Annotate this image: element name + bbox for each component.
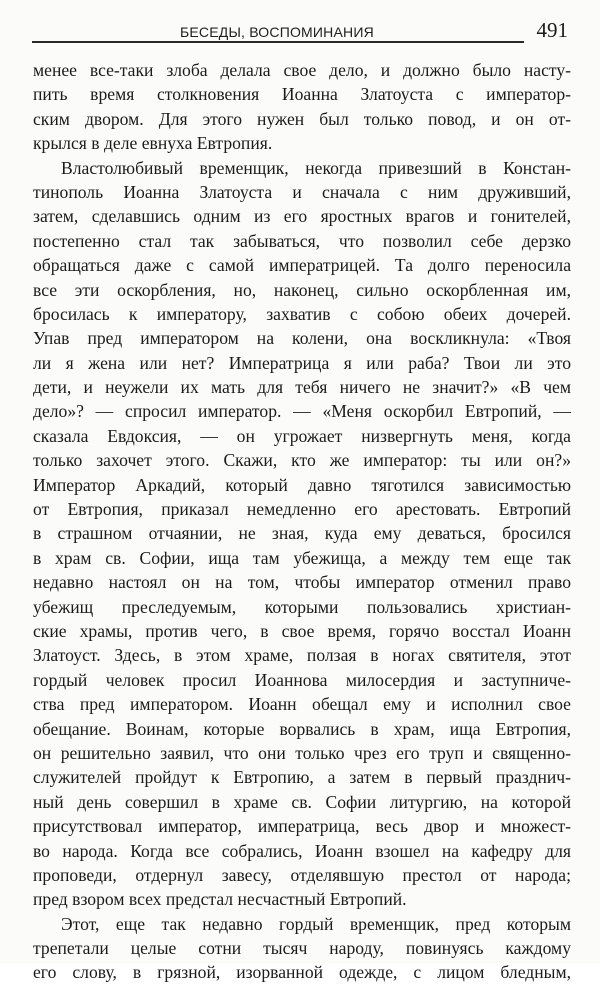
text-line: недавно настоял он на том, чтобы император отменил право bbox=[33, 572, 571, 593]
text-line: крылся в деле евнуха Евтропия. bbox=[33, 133, 273, 154]
text-line: служителей пройдут к Евтропию, а затем в первый празднич- bbox=[33, 767, 571, 788]
text-line: его слову, в грязной, изорванной одежде, с лицом бледным, bbox=[33, 962, 571, 983]
text-line: в храм св. Софии, ища там убежища, а между тем еще так bbox=[33, 547, 571, 568]
text-line: постепенно стал так забываться, что позволил себе дерзко bbox=[33, 230, 571, 251]
paragraph-3 bbox=[33, 912, 571, 985]
text-line: проповеди, отдернул завесу, отделявшую престол от народа; bbox=[33, 864, 571, 885]
text-line: бросилась к императору, захватив с собою обеих дочерей. bbox=[33, 303, 571, 324]
text-line: ли я жена или нет? Императрица я или раба? Твои ли это bbox=[33, 352, 571, 373]
header-rule bbox=[32, 41, 524, 43]
text-line: он решительно заявил, что они только чрез его труп и священно- bbox=[33, 742, 571, 763]
paragraph-1 bbox=[33, 58, 571, 156]
text-line: Император Аркадий, который давно тяготился зависимостью bbox=[33, 474, 571, 495]
text-line: Властолюбивый временщик, некогда привезший в Констан- bbox=[61, 157, 571, 178]
text-line: только захочет этого. Скажи, кто же император: ты или он?» bbox=[33, 450, 571, 471]
body-text bbox=[33, 58, 571, 985]
text-line: пить время столкновения Иоанна Златоуста с император- bbox=[33, 84, 571, 105]
text-line: ским двором. Для этого нужен был только повод, и он от- bbox=[33, 108, 571, 129]
paragraph-2 bbox=[33, 156, 571, 912]
text-line: трепетали целые сотни тысяч народу, повинуясь каждому bbox=[33, 938, 571, 959]
text-line: ские храмы, против чего, в свое время, горячо восстал Иоанн bbox=[33, 620, 571, 641]
text-line: обещание. Воинам, которые ворвались в храм, ища Евтропия, bbox=[33, 718, 571, 739]
text-line: дети, и неужели их мать для тебя ничего не значит?» «В чем bbox=[33, 377, 571, 398]
text-line: присутствовал император, императрица, весь двор и множест- bbox=[33, 816, 571, 837]
text-line: обращаться даже с самой императрицей. Та долго переносила bbox=[33, 255, 571, 276]
text-line: Упав пред императором на колени, она воскликнула: «Твоя bbox=[33, 328, 571, 349]
text-line: пред взором всех предстал несчастный Евтропий. bbox=[33, 889, 407, 910]
text-line: убежищ преследуемым, которыми пользовались христиан- bbox=[33, 596, 571, 617]
page-number: 491 bbox=[536, 18, 568, 42]
text-line: Златоуст. Здесь, в этом храме, ползая в ногах святителя, этот bbox=[33, 645, 571, 666]
text-line: дело»? — спросил император. — «Меня оскорбил Евтропий, — bbox=[33, 401, 571, 422]
text-line: затем, сделавшись одним из его яростных врагов и гонителей, bbox=[33, 206, 571, 227]
text-line: менее все-таки злоба делала свое дело, и должно было насту- bbox=[33, 60, 571, 80]
text-line: все эти оскорбления, но, наконец, сильно оскорбленная им, bbox=[33, 279, 571, 300]
text-line: тинополь Иоанна Златоуста и сначала с ним друживший, bbox=[33, 181, 571, 202]
text-line: во народа. Когда все собрались, Иоанн взошел на кафедру для bbox=[33, 840, 571, 861]
text-line: в страшном отчаянии, не зная, куда ему деваться, бросился bbox=[33, 523, 571, 544]
text-line: ный день совершил в храме св. Софии литургию, на которой bbox=[33, 791, 571, 812]
text-line: сказала Евдоксия, — он угрожает низвергнуть меня, когда bbox=[33, 425, 571, 446]
text-line: Этот, еще так недавно гордый временщик, пред которым bbox=[61, 913, 571, 934]
text-line: гордый человек просил Иоаннова милосердия и заступниче- bbox=[33, 669, 571, 690]
running-title: БЕСЕДЫ, ВОСПОМИНАНИЯ bbox=[180, 24, 374, 40]
text-line: от Евтропия, приказал немедленно его арестовать. Евтропий bbox=[33, 499, 571, 520]
text-line: ства пред императором. Иоанн обещал ему и исполнил свое bbox=[33, 694, 571, 715]
running-header bbox=[32, 18, 568, 46]
